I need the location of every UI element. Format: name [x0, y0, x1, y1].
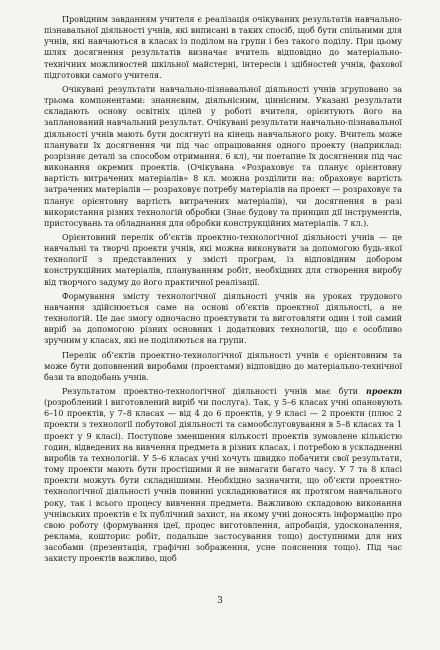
paragraph-2: Очікувані результати навчально-пізнавальної діяльності учнів згруповано за трьома компонентами: знаннєвим, діяльнісним, ціннісним. Указані результати складають основу освітніх цілей у роботі вчителя, орієнтують його на запланований навчальний результат. Очікувані результати навчально-пізнавальної діяльності учнів мають бути досягнуті на кінець навчального року. Вчитель може планувати їх досягнення чи під час опрацювання одного проекту (наприклад: розрізняє деталі за способом отримання. 6 кл), чи поетапне їх досягнення під час виконання окремих проектів. (Очікувана «Розраховує та планує орієнтовну вартість витрачених матеріалів» 8 кл. можна розділити на: обраховує вартість затрачених матеріалів — розраховує потребу матеріалів на проект — розраховує та планує орієнтовну вартість витрачених матеріалів), чи досягнення в разі використання різних технологій обробки (Знає будову та принцип дії інструментів, пристосувань та обладнання для обробки конструкційних матеріалів. 7 кл.). [44, 83, 402, 228]
page-number: 3 [217, 596, 223, 606]
paragraph-5: Перелік об’єктів проектно-технологічної діяльності учнів є орієнтовним та може бути доповнений виробами (проектами) відповідно до матеріально-технічної бази та вподобань учнів. [44, 349, 402, 382]
paragraph-6: Результатом проектно-технологічної діяльності учнів має бути проект (розроблений і виготовлений виріб чи послуга). Так, у 5–6 класах учні опановують 6–10 проектів, у 7–8 класах — від 4 до 6 проектів, у 9 класі — 2 проекти (плюс 2 проекти з технології побутової діяльності та самообслуговування в 5–8 класах та 1 проект у 9 класі). Поступове зменшення кількості проектів зумовлене кількістю годин, відведених на вивчення предмета в різних класах, і потребою в ускладненні виробів та технологій. У 5–6 класах учні хочуть швидко побачити свої результати, тому проекти мають бути простішими й не вимагати багато часу. У 7 та 8 класі проекти можуть бути складнішими. Необхідно зазначити, що об’єкти проектно-технологічної діяльності учнів повинні ускладнюватися як протягом навчального року, так і всього процесу вивчення предмета. Важливою складовою виконання учнівських проектів є їх публічний захист, на якому учні доносять інформацію про свою роботу (формування ідеї, процес виготовлення, апробація, удосконалення, реклама, кошторис робіт, подальше застосування тощо) доступними для них засобами (презентація, графічні зображення, усне пояснення тощо). Під час захисту проектів важливо, щоб [44, 386, 402, 564]
paragraph-4: Формування змісту технологічної діяльності учнів на уроках трудового навчання здійснюється саме на основі об’єктів проектної діяльності, а не технологій. Це дає змогу одночасно проектувати та виготовляти один і той самий виріб за допомогою різних основних і додаткових технологій, що є особливо зручним у класах, які не поділяються на групи. [44, 290, 402, 346]
paragraph-1: Провідним завданням учителя є реалізація очікуваних результатів навчально-пізнавальної діяльності учнів, які виписані в таких спосіб, щоб бути спільними для учнів, які навчаються в класах із поділом на групи і без такого поділу. При цьому шлях досягнення результатів визначає вчитель відповідно до матеріально-технічних можливостей шкільної майстерні, інтересів і здібностей учнів, фахової підготовки самого учителя. [44, 14, 402, 80]
paragraph-3: Орієнтовний перелік об’єктів проектно-технологічної діяльності учнів — це навчальні та творчі проекти учнів, які можна виконувати за допомогою будь-якої технології з представлених у змісті програм, із відповідним добором конструкційних матеріалів, плануванням робіт, необхідних для створення виробу від творчого задуму до його практичної реалізації. [44, 231, 402, 287]
emphasized-term: проект [366, 386, 402, 396]
